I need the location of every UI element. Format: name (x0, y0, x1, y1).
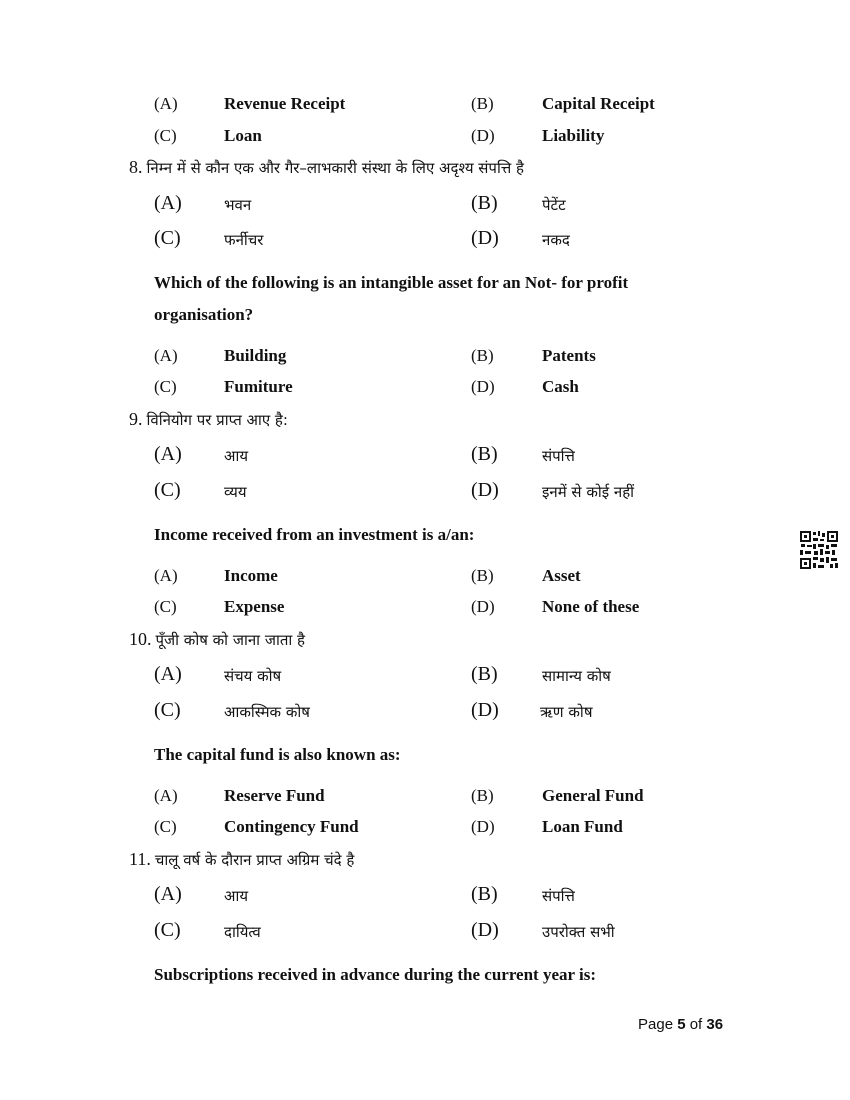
option-b-text: General Fund (542, 786, 644, 805)
option-d-text: उपरोक्त सभी (542, 923, 615, 941)
option-d-text: Liability (542, 126, 605, 145)
question-number: 11. (129, 849, 151, 869)
option-d-label: (D) (471, 126, 495, 145)
option-a-label: (A) (154, 94, 178, 113)
total-pages: 36 (706, 1016, 724, 1033)
option-a-text: आय (224, 887, 249, 905)
question-number: 8. (129, 157, 143, 177)
q8-hi-options-row-1 (0, 192, 850, 222)
option-c-text: Contingency Fund (224, 817, 359, 836)
q10-en-options-row-1 (0, 786, 850, 816)
q10-hi-options-row-1 (0, 663, 850, 693)
option-b-label: (B) (471, 192, 498, 214)
option-a-label: (A) (154, 566, 178, 585)
qr-code-icon (799, 530, 839, 570)
option-c-label: (C) (154, 377, 177, 396)
option-d-label: (D) (471, 227, 499, 249)
q8-en-options-row-2 (0, 377, 850, 407)
q9-hi-options-row-1 (0, 443, 850, 473)
option-b-text: Patents (542, 346, 596, 365)
q10-hi-options-row-2 (0, 699, 850, 729)
option-d-label: (D) (471, 597, 495, 616)
q7-options-row-2 (0, 126, 850, 156)
question-text: निम्न में से कौन एक और गैर–लाभकारी संस्था के लिए अदृश्य संपत्ति है (146, 159, 524, 177)
option-a-text: संचय कोष (224, 667, 282, 685)
question-10-hindi (129, 629, 305, 650)
q10-en-options-row-2 (0, 817, 850, 847)
option-b-label: (B) (471, 566, 494, 585)
option-a-label: (A) (154, 663, 182, 685)
option-c-label: (C) (154, 817, 177, 836)
q9-en-options-row-2 (0, 597, 850, 627)
option-b-label: (B) (471, 346, 494, 365)
option-c-text: व्यय (224, 483, 247, 501)
question-number: 9. (129, 409, 143, 429)
q8-hi-options-row-2 (0, 227, 850, 257)
question-text: चालू वर्ष के दौरान प्राप्त अग्रिम चंदे है (154, 851, 355, 869)
option-b-text: संपत्ति (542, 887, 575, 905)
option-a-label: (A) (154, 443, 182, 465)
question-11-hindi (129, 849, 354, 870)
option-d-text: None of these (542, 597, 640, 616)
option-a-text: आय (224, 447, 249, 465)
option-d-text: इनमें से कोई नहीं (542, 483, 635, 501)
option-b-text: संपत्ति (542, 447, 575, 465)
option-d-label: (D) (471, 377, 495, 396)
option-c-text: दायित्व (224, 923, 261, 941)
option-c-text: Fumiture (224, 377, 293, 396)
option-a-label: (A) (154, 346, 178, 365)
option-c-label: (C) (154, 919, 181, 941)
question-9-english: Income received from an investment is a/an: (154, 525, 475, 544)
option-b-label: (B) (471, 883, 498, 905)
option-d-label: (D) (471, 699, 499, 721)
option-d-label: (D) (471, 817, 495, 836)
option-b-text: Asset (542, 566, 581, 585)
page-footer (638, 1016, 723, 1033)
question-text: पूँजी कोष को जाना जाता है (155, 631, 305, 649)
option-c-text: Loan (224, 126, 262, 145)
question-10-english: The capital fund is also known as: (154, 745, 401, 764)
option-a-text: Reserve Fund (224, 786, 325, 805)
question-8-hindi (129, 157, 524, 178)
current-page: 5 (677, 1016, 686, 1033)
option-b-text: सामान्य कोष (542, 667, 611, 685)
question-number: 10. (129, 629, 152, 649)
option-a-text: Revenue Receipt (224, 94, 346, 113)
option-a-text: भवन (224, 196, 252, 214)
footer-prefix: Page (638, 1016, 678, 1033)
option-b-label: (B) (471, 443, 498, 465)
question-11-english: Subscriptions received in advance during the current year is: (154, 965, 596, 984)
option-b-label: (B) (471, 786, 494, 805)
option-a-label: (A) (154, 883, 182, 905)
option-d-text: Loan Fund (542, 817, 623, 836)
option-a-text: Building (224, 346, 287, 365)
option-a-label: (A) (154, 786, 178, 805)
footer-middle: of (685, 1016, 707, 1033)
option-c-text: Expense (224, 597, 285, 616)
option-d-text: ऋण कोष (540, 703, 593, 721)
option-d-text: Cash (542, 377, 579, 396)
option-a-text: Income (224, 566, 278, 585)
option-b-label: (B) (471, 94, 494, 113)
option-c-label: (C) (154, 597, 177, 616)
q8-en-options-row-1 (0, 346, 850, 376)
q11-hi-options-row-2 (0, 919, 850, 949)
option-c-label: (C) (154, 227, 181, 249)
q9-en-options-row-1 (0, 566, 850, 596)
option-c-label: (C) (154, 699, 181, 721)
option-d-text: नकद (542, 231, 570, 249)
q7-options-row-1 (0, 94, 850, 124)
q11-hi-options-row-1 (0, 883, 850, 913)
option-c-text: फर्नीचर (224, 231, 264, 249)
option-a-label: (A) (154, 192, 182, 214)
option-c-text: आकस्मिक कोष (224, 703, 310, 721)
option-b-text: पेटेंट (542, 196, 566, 214)
question-text: विनियोग पर प्राप्त आए है: (146, 411, 288, 429)
option-b-label: (B) (471, 663, 498, 685)
question-8-english: Which of the following is an intangible asset for an Not- for profit organisation? (154, 273, 629, 324)
option-c-label: (C) (154, 126, 177, 145)
option-d-label: (D) (471, 479, 499, 501)
option-b-text: Capital Receipt (542, 94, 655, 113)
option-d-label: (D) (471, 919, 499, 941)
q9-hi-options-row-2 (0, 479, 850, 509)
option-c-label: (C) (154, 479, 181, 501)
question-9-hindi (129, 409, 288, 430)
